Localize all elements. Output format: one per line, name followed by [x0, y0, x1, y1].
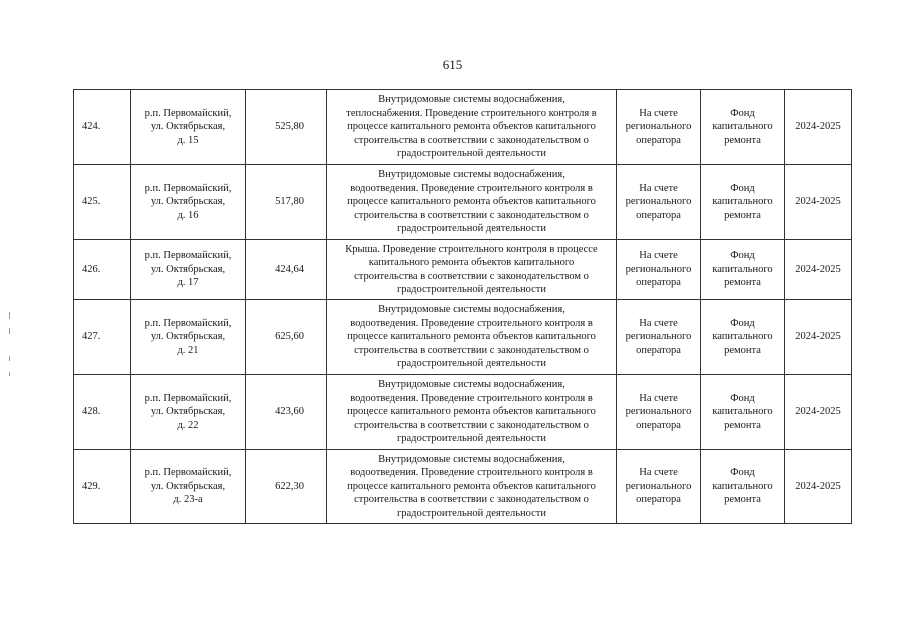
address-line: р.п. Первомайский, [144, 317, 232, 329]
work-description-line: строительства в соответствии с законодательством о [354, 494, 589, 506]
account-line: оператора [636, 209, 681, 221]
funding-source-line: Фонд [730, 250, 755, 262]
account-line: На счете [639, 392, 678, 404]
funding-source-line: Фонд [730, 107, 755, 119]
account-line: оператора [636, 494, 681, 506]
row-number-cell: 425. [74, 165, 131, 240]
scan-margin-mark [9, 372, 10, 376]
work-description-line: Внутридомовые системы водоснабжения, [378, 304, 565, 316]
scan-margin-mark [9, 312, 10, 319]
address-cell [131, 240, 246, 300]
address-line: р.п. Первомайский, [144, 392, 232, 404]
account-line: регионального [625, 263, 692, 275]
account-line: оператора [636, 134, 681, 146]
funding-source-line: капитального [712, 196, 773, 208]
address-cell [131, 165, 246, 240]
funding-source-line: Фонд [730, 182, 755, 194]
funding-source-line: ремонта [724, 277, 761, 289]
work-description-line: градостроительной деятельности [396, 223, 547, 235]
area-cell: 423,60 [246, 375, 327, 450]
account-cell [617, 240, 701, 300]
account-line: На счете [639, 317, 678, 329]
address-line: д. 16 [177, 209, 199, 221]
address-line: р.п. Первомайский, [144, 182, 232, 194]
account-cell [617, 300, 701, 375]
account-line: На счете [639, 182, 678, 194]
funding-source-line: ремонта [724, 344, 761, 356]
funding-source-cell [701, 165, 785, 240]
funding-source-line: капитального [712, 480, 773, 492]
area-cell: 424,64 [246, 240, 327, 300]
table-row [74, 450, 852, 524]
address-line: ул. Октябрьская, [150, 196, 226, 208]
table-row [74, 240, 852, 300]
work-description-line: теплоснабжения. Проведение строительного контроля в [346, 107, 597, 119]
address-cell [131, 450, 246, 524]
work-description-line: процессе капитального ремонта объектов капитального [347, 480, 596, 492]
table-row [74, 375, 852, 450]
area-cell: 525,80 [246, 90, 327, 165]
address-line: д. 23-а [173, 494, 203, 506]
table-row [74, 165, 852, 240]
area-cell: 517,80 [246, 165, 327, 240]
account-line: регионального [625, 480, 692, 492]
account-line: регионального [625, 196, 692, 208]
work-description-line: градостроительной деятельности [396, 283, 547, 295]
work-description-line: градостроительной деятельности [396, 433, 547, 445]
work-description-cell [327, 165, 617, 240]
funding-source-line: Фонд [730, 317, 755, 329]
row-number-cell: 424. [74, 90, 131, 165]
work-description-line: строительства в соответствии с законодательством о [354, 270, 589, 282]
period-cell: 2024-2025 [785, 450, 852, 524]
funding-source-line: Фонд [730, 467, 755, 479]
funding-source-line: ремонта [724, 134, 761, 146]
work-description-line: строительства в соответствии с законодательством о [354, 344, 589, 356]
account-line: оператора [636, 277, 681, 289]
address-line: д. 15 [177, 134, 199, 146]
account-line: регионального [625, 121, 692, 133]
address-cell [131, 375, 246, 450]
address-line: ул. Октябрьская, [150, 121, 226, 133]
row-number-cell: 429. [74, 450, 131, 524]
table-row [74, 90, 852, 165]
address-cell [131, 90, 246, 165]
funding-source-line: капитального [712, 331, 773, 343]
funding-source-line: Фонд [730, 392, 755, 404]
funding-source-cell [701, 300, 785, 375]
funding-source-cell [701, 90, 785, 165]
period-cell: 2024-2025 [785, 90, 852, 165]
row-number-cell: 426. [74, 240, 131, 300]
account-line: регионального [625, 406, 692, 418]
work-description-line: процессе капитального ремонта объектов капитального [347, 196, 596, 208]
period-cell: 2024-2025 [785, 240, 852, 300]
account-line: оператора [636, 344, 681, 356]
work-description-line: водоотведения. Проведение строительного контроля в [350, 392, 593, 404]
address-line: ул. Октябрьская, [150, 480, 226, 492]
account-cell [617, 375, 701, 450]
period-cell: 2024-2025 [785, 165, 852, 240]
work-description-line: Внутридомовые системы водоснабжения, [378, 453, 565, 465]
work-description-line: Внутридомовые системы водоснабжения, [378, 94, 565, 106]
work-description-line: Внутридомовые системы водоснабжения, [378, 379, 565, 391]
account-line: На счете [639, 107, 678, 119]
funding-source-cell [701, 375, 785, 450]
address-line: д. 22 [177, 419, 199, 431]
address-line: р.п. Первомайский, [144, 250, 232, 262]
account-line: На счете [639, 467, 678, 479]
period-cell: 2024-2025 [785, 300, 852, 375]
work-description-line: градостроительной деятельности [396, 358, 547, 370]
work-description-line: строительства в соответствии с законодательством о [354, 134, 589, 146]
funding-source-cell [701, 450, 785, 524]
work-description-line: водоотведения. Проведение строительного контроля в [350, 467, 593, 479]
work-description-cell [327, 240, 617, 300]
funding-source-line: ремонта [724, 209, 761, 221]
address-line: ул. Октябрьская, [150, 331, 226, 343]
work-description-line: процессе капитального ремонта объектов капитального [347, 331, 596, 343]
account-cell [617, 90, 701, 165]
work-description-line: процессе капитального ремонта объектов капитального [347, 406, 596, 418]
work-description-cell [327, 375, 617, 450]
work-description-line: строительства в соответствии с законодательством о [354, 209, 589, 221]
table-row [74, 300, 852, 375]
work-description-line: градостроительной деятельности [396, 148, 547, 160]
address-line: р.п. Первомайский, [144, 467, 232, 479]
work-description-line: водоотведения. Проведение строительного контроля в [350, 182, 593, 194]
work-description-line: градостроительной деятельности [396, 507, 547, 519]
funding-source-line: ремонта [724, 494, 761, 506]
funding-source-cell [701, 240, 785, 300]
account-cell [617, 450, 701, 524]
work-description-cell [327, 300, 617, 375]
work-description-cell [327, 90, 617, 165]
work-description-line: Внутридомовые системы водоснабжения, [378, 169, 565, 181]
account-line: На счете [639, 250, 678, 262]
address-line: д. 21 [177, 344, 199, 356]
account-cell [617, 165, 701, 240]
account-line: регионального [625, 331, 692, 343]
work-description-line: водоотведения. Проведение строительного контроля в [350, 317, 593, 329]
area-cell: 625,60 [246, 300, 327, 375]
row-number-cell: 428. [74, 375, 131, 450]
work-description-line: строительства в соответствии с законодательством о [354, 419, 589, 431]
work-description-line: Крыша. Проведение строительного контроля в процессе [345, 243, 598, 255]
row-number-cell: 427. [74, 300, 131, 375]
scan-margin-mark [9, 328, 10, 334]
work-description-line: капитального ремонта объектов капитального [368, 257, 575, 269]
page-number: 615 [442, 57, 463, 72]
work-description-cell [327, 450, 617, 524]
account-line: оператора [636, 419, 681, 431]
period-cell: 2024-2025 [785, 375, 852, 450]
address-cell [131, 300, 246, 375]
funding-source-line: капитального [712, 406, 773, 418]
address-line: р.п. Первомайский, [144, 107, 232, 119]
work-description-line: процессе капитального ремонта объектов капитального [347, 121, 596, 133]
address-line: д. 17 [177, 277, 199, 289]
address-line: ул. Октябрьская, [150, 263, 226, 275]
funding-source-line: капитального [712, 263, 773, 275]
works-table [73, 89, 852, 524]
address-line: ул. Октябрьская, [150, 406, 226, 418]
scan-margin-mark [9, 356, 10, 361]
funding-source-line: капитального [712, 121, 773, 133]
area-cell: 622,30 [246, 450, 327, 524]
funding-source-line: ремонта [724, 419, 761, 431]
